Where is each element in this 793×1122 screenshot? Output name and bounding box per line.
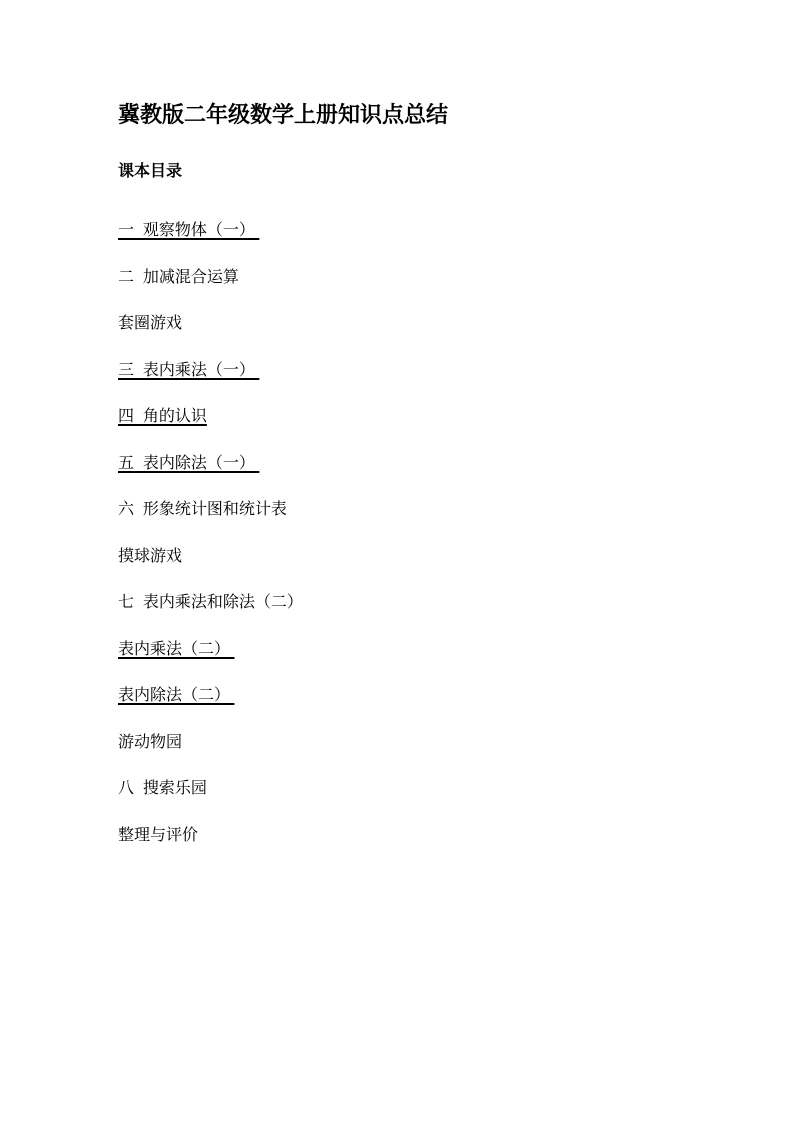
toc-item — [118, 360, 713, 381]
toc-item — [118, 778, 713, 799]
toc-item — [118, 220, 713, 241]
toc-item-text: 八 搜索乐园 — [118, 780, 207, 797]
toc-item-text: 套圈游戏 — [118, 315, 183, 332]
toc-item — [118, 825, 713, 846]
toc-item — [118, 639, 713, 660]
page-title: 冀教版二年级数学上册知识点总结 — [118, 102, 449, 127]
toc-item-text: 表内除法（二） — [118, 687, 235, 704]
toc-list — [118, 220, 713, 846]
toc-item — [118, 732, 713, 753]
toc-item — [118, 406, 713, 427]
toc-item — [118, 546, 713, 567]
toc-item — [118, 453, 713, 474]
toc-item-text: 表内乘法（二） — [118, 640, 235, 658]
toc-item-text: 六 形象统计图和统计表 — [118, 501, 287, 518]
toc-item-text: 摸球游戏 — [118, 547, 183, 565]
toc-item-text: 五 表内除法（一） — [118, 454, 260, 472]
toc-item — [118, 313, 713, 334]
toc-item-text: 游动物园 — [118, 733, 183, 751]
toc-section-heading: 课本目录 — [118, 163, 183, 180]
toc-item-text: 三 表内乘法（一） — [118, 361, 260, 379]
toc-item — [118, 592, 713, 613]
toc-item-text: 整理与评价 — [118, 826, 199, 844]
toc-item-text: 七 表内乘法和除法（二） — [118, 594, 303, 611]
toc-item — [118, 499, 713, 520]
toc-item-text: 四 角的认识 — [118, 408, 207, 425]
toc-item — [118, 267, 713, 288]
toc-item-text: 一 观察物体（一） — [118, 222, 260, 239]
toc-item-text: 二 加减混合运算 — [118, 268, 239, 286]
toc-item — [118, 685, 713, 706]
